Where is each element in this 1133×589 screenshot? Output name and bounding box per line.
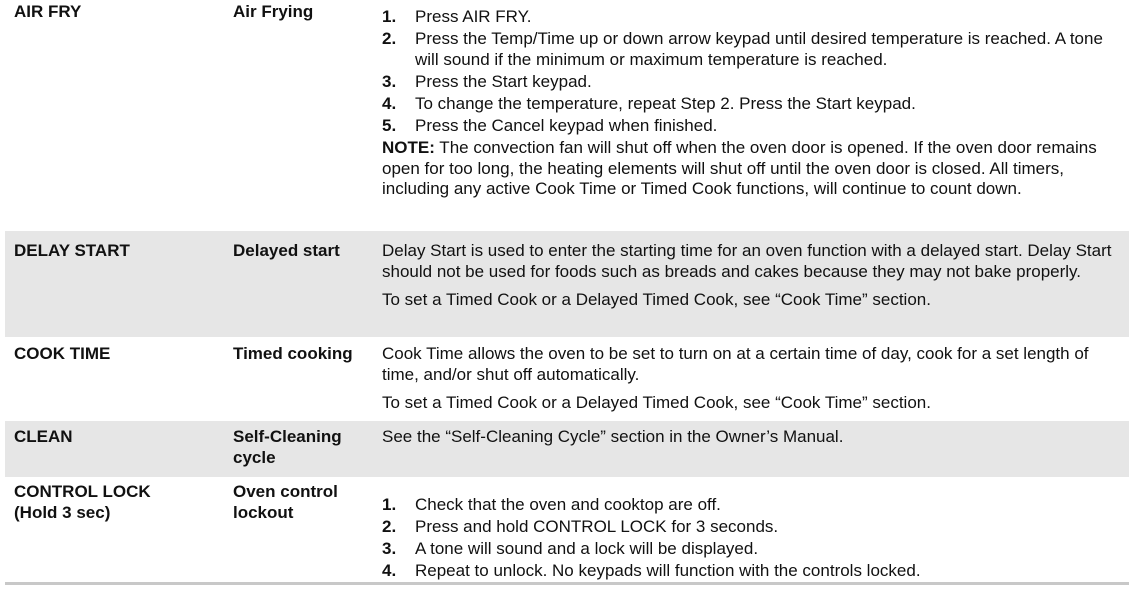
list-item xyxy=(382,72,1124,93)
note-text: The convection fan will shut off when the oven door is opened. If the oven door remains open for too long, the heating elements will shut off until the oven door is closed. All timers, including any active Cook Time or Timed Cook functions, will continue to count down. xyxy=(382,138,1097,199)
list-item xyxy=(382,561,1124,582)
step-text: Press the Start keypad. xyxy=(415,71,592,91)
table-row-clean xyxy=(5,421,1129,477)
step-number: 3. xyxy=(382,71,397,91)
table-row-cook-time xyxy=(5,337,1129,421)
function-name: Timed cooking xyxy=(233,344,353,363)
description-paragraph: See the “Self-Cleaning Cycle” section in the Owner’s Manual. xyxy=(382,427,844,446)
description-paragraph: Delay Start is used to enter the starting time for an oven function with a delayed start. Delay Start should not be used for foods such as breads and cakes because they may not bake properly. xyxy=(382,241,1112,281)
function-name: Air Frying xyxy=(233,2,314,21)
key-name: DELAY START xyxy=(14,241,130,260)
description-paragraph: To set a Timed Cook or a Delayed Timed Cook, see “Cook Time” section. xyxy=(382,393,931,412)
key-name xyxy=(14,482,224,523)
step-number: 1. xyxy=(382,495,397,514)
step-text: To change the temperature, repeat Step 2. Press the Start keypad. xyxy=(415,93,916,113)
table-row-air-fry xyxy=(5,0,1129,231)
key-name: COOK TIME xyxy=(14,344,111,363)
note-label: NOTE: xyxy=(382,138,435,158)
list-item xyxy=(382,7,1124,28)
description xyxy=(382,495,1124,583)
key-name-line: (Hold 3 sec) xyxy=(14,502,111,522)
function-name: Self-Cleaning cycle xyxy=(233,427,342,467)
description xyxy=(382,241,1124,311)
function-name: Oven control lockout xyxy=(233,482,338,522)
step-number: 4. xyxy=(382,93,397,113)
step-text: Press the Cancel keypad when finished. xyxy=(415,115,718,135)
step-number: 2. xyxy=(382,517,397,537)
step-text: Press and hold CONTROL LOCK for 3 seconds. xyxy=(415,517,779,537)
step-list xyxy=(382,495,1124,582)
step-list xyxy=(382,7,1124,136)
description xyxy=(382,344,1124,414)
step-number: 2. xyxy=(382,29,397,49)
key-name: AIR FRY xyxy=(14,2,82,21)
description-paragraph: To set a Timed Cook or a Delayed Timed Cook, see “Cook Time” section. xyxy=(382,290,931,309)
step-text: A tone will sound and a lock will be displayed. xyxy=(415,539,759,559)
oven-functions-table xyxy=(5,0,1129,582)
function-name: Delayed start xyxy=(233,241,340,260)
key-name-line: CONTROL LOCK xyxy=(14,482,151,501)
step-text: Press AIR FRY. xyxy=(415,7,532,26)
list-item xyxy=(382,517,1124,538)
step-number: 5. xyxy=(382,115,397,135)
table-row-delay-start xyxy=(5,231,1129,337)
list-item xyxy=(382,94,1124,115)
list-item xyxy=(382,29,1124,70)
step-text: Press the Temp/Time up or down arrow keypad until desired temperature is reached. A tone will sound if the minimum or maximum temperature is reached. xyxy=(415,29,1103,69)
list-item xyxy=(382,116,1124,137)
table-bottom-rule xyxy=(5,582,1129,585)
description xyxy=(382,427,1124,448)
table-row-control-lock xyxy=(5,477,1129,582)
description-paragraph: Cook Time allows the oven to be set to turn on at a certain time of day, cook for a set length of time, and/or shut off automatically. xyxy=(382,344,1089,384)
step-text: Repeat to unlock. No keypads will function with the controls locked. xyxy=(415,561,921,581)
description xyxy=(382,7,1124,200)
note xyxy=(382,138,1124,200)
step-number: 1. xyxy=(382,7,397,26)
key-name: CLEAN xyxy=(14,427,73,446)
step-number: 3. xyxy=(382,539,397,559)
list-item xyxy=(382,495,1124,516)
step-text: Check that the oven and cooktop are off. xyxy=(415,495,721,514)
step-number: 4. xyxy=(382,561,397,581)
list-item xyxy=(382,539,1124,560)
